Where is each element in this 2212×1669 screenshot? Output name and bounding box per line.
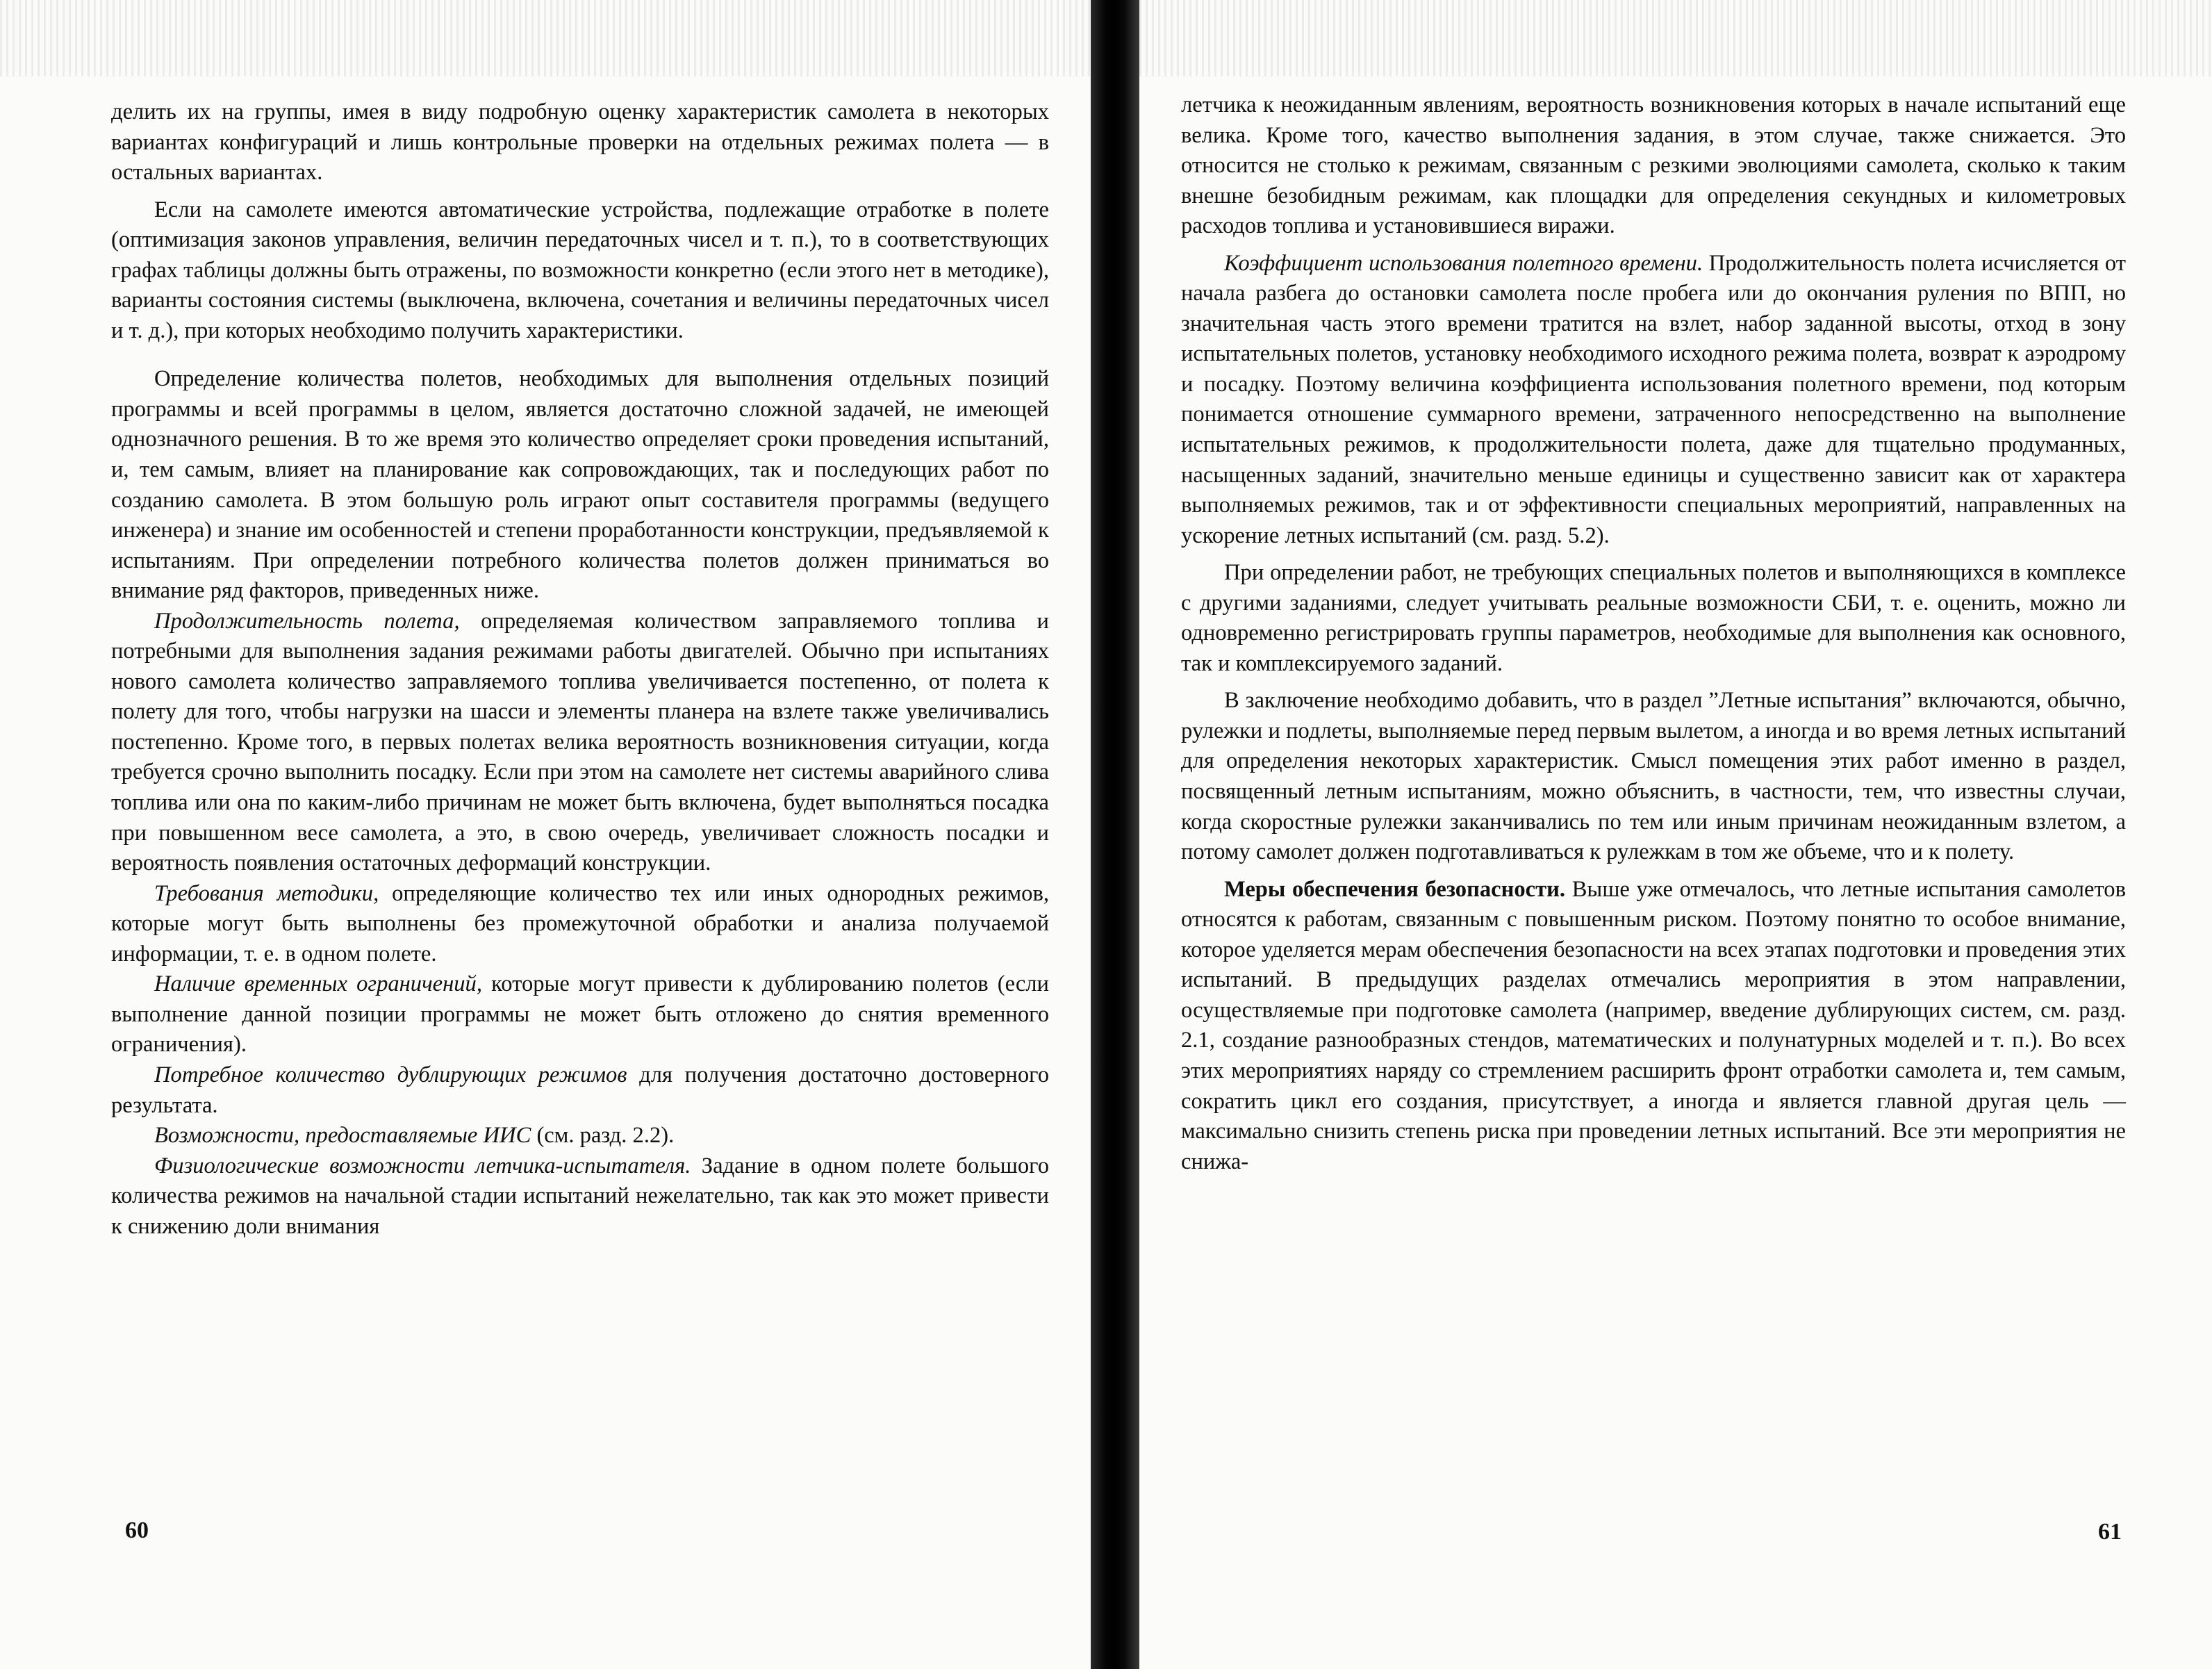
italic-run-in-heading: Коэффициент использования полетного времени. xyxy=(1224,250,1703,276)
paragraph xyxy=(111,969,1049,1060)
paragraph xyxy=(111,1151,1049,1242)
paragraph xyxy=(111,1060,1049,1121)
scan-noise xyxy=(0,0,1091,76)
paragraph xyxy=(111,97,1049,188)
paragraph xyxy=(1181,558,2126,679)
paragraph xyxy=(1181,249,2126,551)
bold-run-in-heading: Меры обеспечения безопасности. xyxy=(1224,876,1566,902)
scan-noise xyxy=(1139,0,2212,76)
right-page xyxy=(1139,0,2212,1669)
paragraph-text: Продолжительность полета исчисляется от начала разбега до остановки самолета после пробега или до окончания руления по ВПП, но значительная часть этого времени тратится на взлет, набор заданной высоты, отход в зону испытательных полетов, установку необходимого исходного режима полета, возврат к аэродрому и посадку. Поэтому величина коэффициента использования полетного времени, под которым понимается отношение суммарного времени, затраченного непосредственно на выполнение испытательных режимов, к продолжительности полета, даже для тщательно продуманных, насыщенных заданий, значительно меньше единицы и существенно зависит как от характера выполняемых режимов, так и от эффективности специальных мероприятий, направленных на ускорение летных испытаний (см. разд. 5.2). xyxy=(1181,250,2126,548)
paragraph xyxy=(111,195,1049,347)
paragraph-text: Определение количества полетов, необходимых для выполнения отдельных позиций программы и всей программы в целом, является достаточно сложной задачей, не имеющей однозначного решения. В то же время это количество определяет сроки проведения испытаний, и, тем самым, влияет на планирование как сопровождающих, так и последующих работ по созданию самолета. В этом большую роль играют опыт составителя программы (ведущего инженера) и знание им особенностей и степени проработанности конструкции, предъявляемой к испытаниям. При определении потребного количества полетов должен приниматься во внимание ряд факторов, приведенных ниже. xyxy=(111,366,1049,604)
paragraph-text: При определении работ, не требующих специальных полетов и выполняющихся в комплексе с другими заданиями, следует учитывать реальные возможности СБИ, т. е. оценить, можно ли одновременно регистрировать группы параметров, необходимые для выполнения как основного, так и комплексируемого заданий. xyxy=(1181,560,2126,676)
italic-run-in-heading: Продолжительность полета, xyxy=(154,608,460,634)
left-page-text xyxy=(111,97,1049,1242)
italic-run-in-heading: Возможности, предоставляемые ИИС xyxy=(154,1123,531,1149)
paragraph-text: которые могут привести к дублированию полетов (если выполнение данной позиции программы не может быть отложено до снятия временного ограничения). xyxy=(111,971,1049,1058)
italic-run-in-heading: Требования методики, xyxy=(154,880,379,906)
page-number: 60 xyxy=(125,1518,149,1543)
paragraph xyxy=(1181,875,2126,1177)
left-page xyxy=(0,0,1091,1669)
italic-run-in-heading: Наличие временных ограничений, xyxy=(154,971,482,997)
paragraph-text: для получения достаточно достоверного результата. xyxy=(111,1062,1049,1118)
paragraph xyxy=(111,879,1049,970)
paragraph-text: Если на самолете имеются автоматические устройства, подлежащие отработке в полете (оптимизация законов управления, величин передаточных чисел и т. п.), то в соответствующих графах таблицы должны быть отражены, по возможности конкретно (если этого нет в методике), варианты состояния системы (выключена, включена, сочетания и величины передаточных чисел и т. д.), при которых необходимо получить характеристики. xyxy=(111,197,1049,343)
paragraph xyxy=(111,607,1049,879)
paragraph xyxy=(1181,90,2126,242)
italic-run-in-heading: Физиологические возможности летчика-испытателя. xyxy=(154,1153,691,1178)
book-gutter xyxy=(1091,0,1139,1669)
paragraph xyxy=(111,1121,1049,1151)
paragraph xyxy=(111,364,1049,606)
paragraph xyxy=(1181,686,2126,867)
italic-run-in-heading: Потребное количество дублирующих режимов xyxy=(154,1062,627,1087)
page-number: 61 xyxy=(2098,1519,2122,1545)
paragraph-text: летчика к неожиданным явлениям, вероятность возникновения которых в начале испытаний еще велика. Кроме того, качество выполнения задания, в этом случае, также снижается. Это относится не столько к режимам, связанным с резкими эволюциями самолета, сколько к таким внешне безобидным режимам, как площадки для определения секундных и километровых расходов топлива и установившиеся виражи. xyxy=(1181,92,2126,239)
paragraph-text: делить их на группы, имея в виду подробную оценку характеристик самолета в некоторых вариантах конфигураций и лишь контрольные проверки на отдельных режимах полета — в остальных вариантах. xyxy=(111,99,1049,186)
paragraph-text: (см. разд. 2.2). xyxy=(531,1123,675,1149)
paragraph-text: Задание в одном полете большого количества режимов на начальной стадии испытаний нежелательно, так как это может привести к снижению доли внимания xyxy=(111,1153,1049,1239)
paragraph-text: определяющие количество тех или иных однородных режимов, которые могут быть выполнены без промежуточной обработки и анализа получаемой информации, т. е. в одном полете. xyxy=(111,880,1049,967)
paragraph-text: определяемая количеством заправляемого топлива и потребными для выполнения задания режимами работы двигателей. Обычно при испытаниях нового самолета количество заправляемого топлива увеличивается постепенно, от полета к полету для того, чтобы нагрузки на шасси и элементы планера на взлете также увеличивались постепенно. Кроме того, в первых полетах велика вероятность возникновения ситуации, когда требуется срочно выполнить посадку. Если при этом на самолете нет системы аварийного слива топлива или она по каким-либо причинам не может быть включена, будет выполняться посадка при повышенном весе самолета, а это, в свою очередь, увеличивает сложность посадки и вероятность появления остаточных деформаций конструкции. xyxy=(111,608,1049,876)
right-page-text xyxy=(1181,90,2126,1177)
paragraph-text: Выше уже отмечалось, что летные испытания самолетов относятся к работам, связанным с повышенным риском. Поэтому понятно то особое внимание, которое уделяется мерам обеспечения безопасности на всех этапах подготовки и проведения этих испытаний. В предыдущих разделах отмечались мероприятия в этом направлении, осуществляемые при подготовке самолета (например, введение дублирующих систем, см. разд. 2.1, создание разнообразных стендов, математических и полунатурных моделей и т. п.). Во всех этих мероприятиях наряду со стремлением расширить фронт отработки самолета и, тем самым, сократить цикл его создания, присутствует, а иногда и является главной другая цель — максимально снизить степень риска при проведении летных испытаний. Все эти мероприятия не снижа- xyxy=(1181,876,2126,1174)
paragraph-text: В заключение необходимо добавить, что в раздел ”Летные испытания” включаются, обычно, рулежки и подлеты, выполняемые перед первым вылетом, а иногда и во время летных испытаний для определения некоторых характеристик. Смысл помещения этих работ именно в раздел, посвященный летным испытаниям, можно объяснить, в частности, тем, что известны случаи, когда скоростные рулежки заканчивались по тем или иным причинам неожиданным взлетом, а потому самолет должен подготавливаться к рулежкам в том же объеме, что и к полету. xyxy=(1181,688,2126,865)
